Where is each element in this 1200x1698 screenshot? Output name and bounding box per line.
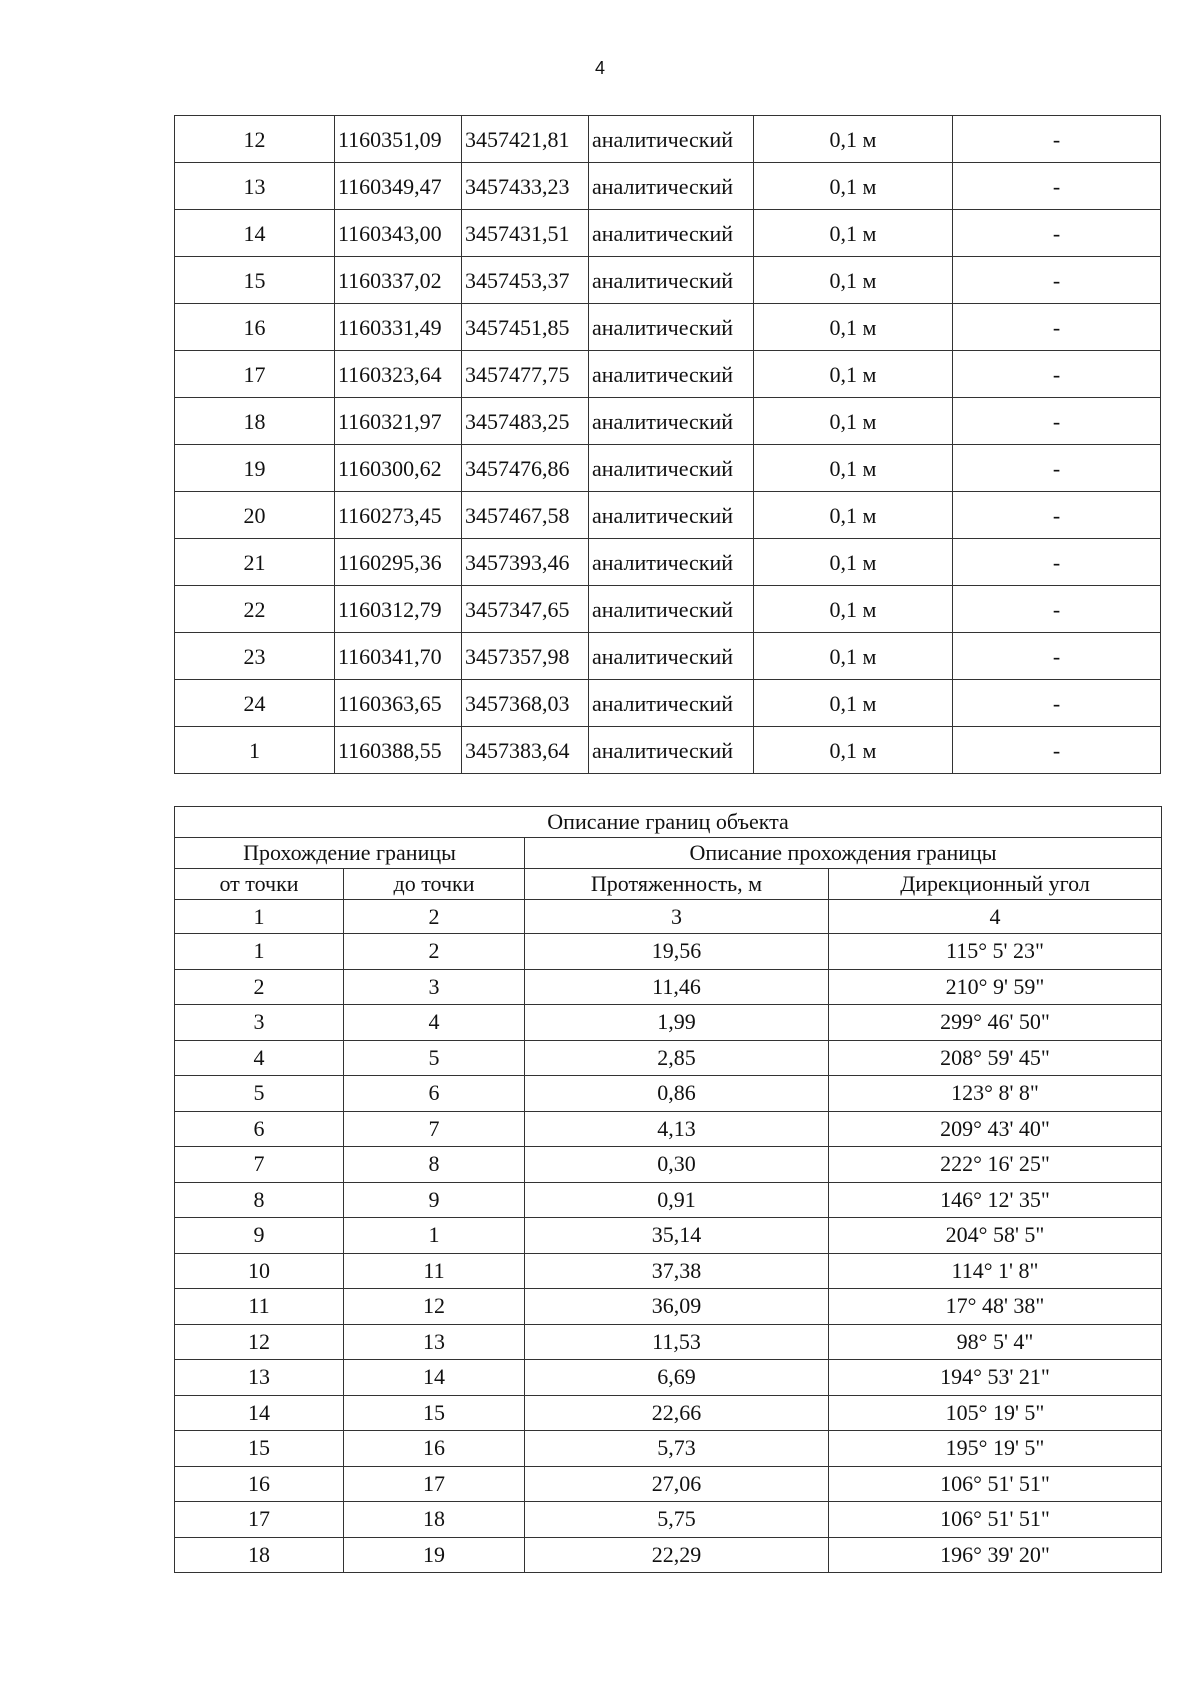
from-point-cell: 16 [175, 1466, 344, 1502]
method-cell: аналитический [589, 257, 754, 304]
angle-cell: 146° 12' 35" [829, 1182, 1162, 1218]
page-number: 4 [594, 58, 605, 78]
table-row [175, 398, 1161, 445]
column-number: 2 [344, 900, 525, 934]
boundary-description-table [174, 806, 1162, 1573]
point-number-cell: 23 [175, 633, 335, 680]
length-cell: 0,91 [525, 1182, 829, 1218]
to-point-cell: 13 [344, 1324, 525, 1360]
angle-cell: 210° 9' 59" [829, 969, 1162, 1005]
y-coordinate-cell: 3457431,51 [462, 210, 589, 257]
from-point-cell: 15 [175, 1431, 344, 1467]
y-coordinate-cell: 3457453,37 [462, 257, 589, 304]
length-cell: 0,30 [525, 1147, 829, 1183]
table-row [175, 586, 1161, 633]
table-row [175, 1502, 1162, 1538]
angle-cell: 208° 59' 45" [829, 1040, 1162, 1076]
group-header-description: Описание прохождения границы [525, 838, 1162, 869]
table-row [175, 539, 1161, 586]
table-row [175, 163, 1161, 210]
table-row [175, 351, 1161, 398]
point-number-cell: 17 [175, 351, 335, 398]
length-cell: 22,66 [525, 1395, 829, 1431]
y-coordinate-cell: 3457347,65 [462, 586, 589, 633]
description-cell: - [953, 586, 1161, 633]
accuracy-cell: 0,1 м [754, 163, 953, 210]
y-coordinate-cell: 3457451,85 [462, 304, 589, 351]
length-cell: 27,06 [525, 1466, 829, 1502]
method-cell: аналитический [589, 398, 754, 445]
description-cell: - [953, 398, 1161, 445]
x-coordinate-cell: 1160312,79 [335, 586, 462, 633]
to-point-cell: 16 [344, 1431, 525, 1467]
x-coordinate-cell: 1160388,55 [335, 727, 462, 774]
description-cell: - [953, 116, 1161, 163]
length-cell: 4,13 [525, 1111, 829, 1147]
angle-cell: 194° 53' 21" [829, 1360, 1162, 1396]
group-header-row [175, 838, 1162, 869]
y-coordinate-cell: 3457421,81 [462, 116, 589, 163]
group-header-passage: Прохождение границы [175, 838, 525, 869]
description-cell: - [953, 727, 1161, 774]
table-row [175, 1005, 1162, 1041]
from-point-cell: 17 [175, 1502, 344, 1538]
x-coordinate-cell: 1160351,09 [335, 116, 462, 163]
length-cell: 36,09 [525, 1289, 829, 1325]
description-cell: - [953, 539, 1161, 586]
to-point-cell: 6 [344, 1076, 525, 1112]
table-row [175, 1537, 1162, 1573]
description-cell: - [953, 445, 1161, 492]
length-cell: 5,75 [525, 1502, 829, 1538]
table-row [175, 633, 1161, 680]
method-cell: аналитический [589, 727, 754, 774]
from-point-cell: 1 [175, 934, 344, 970]
y-coordinate-cell: 3457483,25 [462, 398, 589, 445]
method-cell: аналитический [589, 163, 754, 210]
from-point-cell: 2 [175, 969, 344, 1005]
point-number-cell: 14 [175, 210, 335, 257]
method-cell: аналитический [589, 492, 754, 539]
x-coordinate-cell: 1160300,62 [335, 445, 462, 492]
method-cell: аналитический [589, 116, 754, 163]
x-coordinate-cell: 1160349,47 [335, 163, 462, 210]
length-cell: 22,29 [525, 1537, 829, 1573]
length-cell: 11,46 [525, 969, 829, 1005]
to-point-cell: 3 [344, 969, 525, 1005]
accuracy-cell: 0,1 м [754, 492, 953, 539]
table-row [175, 1395, 1162, 1431]
length-cell: 2,85 [525, 1040, 829, 1076]
description-cell: - [953, 304, 1161, 351]
from-point-cell: 18 [175, 1537, 344, 1573]
column-header-length: Протяженность, м [525, 869, 829, 900]
accuracy-cell: 0,1 м [754, 210, 953, 257]
accuracy-cell: 0,1 м [754, 257, 953, 304]
point-number-cell: 15 [175, 257, 335, 304]
x-coordinate-cell: 1160295,36 [335, 539, 462, 586]
boundary-table-body [175, 807, 1162, 1573]
length-cell: 35,14 [525, 1218, 829, 1254]
length-cell: 0,86 [525, 1076, 829, 1112]
table-row [175, 680, 1161, 727]
y-coordinate-cell: 3457368,03 [462, 680, 589, 727]
from-point-cell: 11 [175, 1289, 344, 1325]
table-row [175, 257, 1161, 304]
y-coordinate-cell: 3457433,23 [462, 163, 589, 210]
from-point-cell: 8 [175, 1182, 344, 1218]
column-number: 3 [525, 900, 829, 934]
from-point-cell: 9 [175, 1218, 344, 1254]
table-row [175, 445, 1161, 492]
from-point-cell: 3 [175, 1005, 344, 1041]
y-coordinate-cell: 3457467,58 [462, 492, 589, 539]
column-header-row [175, 869, 1162, 900]
to-point-cell: 1 [344, 1218, 525, 1254]
table-row [175, 1147, 1162, 1183]
description-cell: - [953, 633, 1161, 680]
length-cell: 1,99 [525, 1005, 829, 1041]
description-cell: - [953, 163, 1161, 210]
coordinates-table [174, 115, 1161, 774]
table-title-row [175, 807, 1162, 838]
angle-cell: 195° 19' 5" [829, 1431, 1162, 1467]
point-number-cell: 21 [175, 539, 335, 586]
table-row [175, 934, 1162, 970]
accuracy-cell: 0,1 м [754, 351, 953, 398]
angle-cell: 196° 39' 20" [829, 1537, 1162, 1573]
to-point-cell: 18 [344, 1502, 525, 1538]
from-point-cell: 5 [175, 1076, 344, 1112]
accuracy-cell: 0,1 м [754, 116, 953, 163]
x-coordinate-cell: 1160337,02 [335, 257, 462, 304]
to-point-cell: 19 [344, 1537, 525, 1573]
accuracy-cell: 0,1 м [754, 445, 953, 492]
angle-cell: 114° 1' 8" [829, 1253, 1162, 1289]
description-cell: - [953, 680, 1161, 727]
from-point-cell: 10 [175, 1253, 344, 1289]
table-row [175, 210, 1161, 257]
method-cell: аналитический [589, 539, 754, 586]
x-coordinate-cell: 1160273,45 [335, 492, 462, 539]
angle-cell: 106° 51' 51" [829, 1502, 1162, 1538]
accuracy-cell: 0,1 м [754, 304, 953, 351]
method-cell: аналитический [589, 351, 754, 398]
point-number-cell: 20 [175, 492, 335, 539]
coordinates-table-body [175, 116, 1161, 774]
description-cell: - [953, 492, 1161, 539]
accuracy-cell: 0,1 м [754, 398, 953, 445]
column-number: 4 [829, 900, 1162, 934]
column-header-from: от точки [175, 869, 344, 900]
table-row [175, 304, 1161, 351]
table-row [175, 969, 1162, 1005]
column-header-angle: Дирекционный угол [829, 869, 1162, 900]
point-number-cell: 1 [175, 727, 335, 774]
table-row [175, 492, 1161, 539]
point-number-cell: 22 [175, 586, 335, 633]
table-title: Описание границ объекта [175, 807, 1162, 838]
x-coordinate-cell: 1160331,49 [335, 304, 462, 351]
angle-cell: 106° 51' 51" [829, 1466, 1162, 1502]
table-row [175, 1253, 1162, 1289]
x-coordinate-cell: 1160321,97 [335, 398, 462, 445]
description-cell: - [953, 257, 1161, 304]
table-row [175, 1111, 1162, 1147]
to-point-cell: 17 [344, 1466, 525, 1502]
table-row [175, 116, 1161, 163]
y-coordinate-cell: 3457357,98 [462, 633, 589, 680]
to-point-cell: 9 [344, 1182, 525, 1218]
angle-cell: 123° 8' 8" [829, 1076, 1162, 1112]
from-point-cell: 6 [175, 1111, 344, 1147]
angle-cell: 299° 46' 50" [829, 1005, 1162, 1041]
from-point-cell: 4 [175, 1040, 344, 1076]
angle-cell: 204° 58' 5" [829, 1218, 1162, 1254]
from-point-cell: 7 [175, 1147, 344, 1183]
to-point-cell: 5 [344, 1040, 525, 1076]
accuracy-cell: 0,1 м [754, 586, 953, 633]
method-cell: аналитический [589, 304, 754, 351]
method-cell: аналитический [589, 680, 754, 727]
length-cell: 11,53 [525, 1324, 829, 1360]
length-cell: 37,38 [525, 1253, 829, 1289]
table-row [175, 1076, 1162, 1112]
y-coordinate-cell: 3457476,86 [462, 445, 589, 492]
from-point-cell: 12 [175, 1324, 344, 1360]
y-coordinate-cell: 3457393,46 [462, 539, 589, 586]
method-cell: аналитический [589, 210, 754, 257]
accuracy-cell: 0,1 м [754, 680, 953, 727]
y-coordinate-cell: 3457477,75 [462, 351, 589, 398]
angle-cell: 222° 16' 25" [829, 1147, 1162, 1183]
method-cell: аналитический [589, 586, 754, 633]
table-row [175, 727, 1161, 774]
angle-cell: 105° 19' 5" [829, 1395, 1162, 1431]
point-number-cell: 13 [175, 163, 335, 210]
to-point-cell: 15 [344, 1395, 525, 1431]
to-point-cell: 7 [344, 1111, 525, 1147]
length-cell: 5,73 [525, 1431, 829, 1467]
point-number-cell: 16 [175, 304, 335, 351]
point-number-cell: 24 [175, 680, 335, 727]
angle-cell: 98° 5' 4" [829, 1324, 1162, 1360]
description-cell: - [953, 351, 1161, 398]
length-cell: 6,69 [525, 1360, 829, 1396]
to-point-cell: 14 [344, 1360, 525, 1396]
x-coordinate-cell: 1160323,64 [335, 351, 462, 398]
to-point-cell: 11 [344, 1253, 525, 1289]
table-row [175, 1431, 1162, 1467]
from-point-cell: 13 [175, 1360, 344, 1396]
to-point-cell: 12 [344, 1289, 525, 1325]
point-number-cell: 18 [175, 398, 335, 445]
method-cell: аналитический [589, 633, 754, 680]
x-coordinate-cell: 1160343,00 [335, 210, 462, 257]
from-point-cell: 14 [175, 1395, 344, 1431]
description-cell: - [953, 210, 1161, 257]
column-number-row [175, 900, 1162, 934]
table-row [175, 1182, 1162, 1218]
method-cell: аналитический [589, 445, 754, 492]
to-point-cell: 4 [344, 1005, 525, 1041]
table-row [175, 1360, 1162, 1396]
angle-cell: 209° 43' 40" [829, 1111, 1162, 1147]
table-row [175, 1289, 1162, 1325]
table-row [175, 1218, 1162, 1254]
to-point-cell: 8 [344, 1147, 525, 1183]
accuracy-cell: 0,1 м [754, 633, 953, 680]
accuracy-cell: 0,1 м [754, 727, 953, 774]
angle-cell: 115° 5' 23" [829, 934, 1162, 970]
point-number-cell: 19 [175, 445, 335, 492]
table-row [175, 1466, 1162, 1502]
y-coordinate-cell: 3457383,64 [462, 727, 589, 774]
table-row [175, 1324, 1162, 1360]
length-cell: 19,56 [525, 934, 829, 970]
x-coordinate-cell: 1160341,70 [335, 633, 462, 680]
table-row [175, 1040, 1162, 1076]
column-number: 1 [175, 900, 344, 934]
accuracy-cell: 0,1 м [754, 539, 953, 586]
column-header-to: до точки [344, 869, 525, 900]
x-coordinate-cell: 1160363,65 [335, 680, 462, 727]
point-number-cell: 12 [175, 116, 335, 163]
to-point-cell: 2 [344, 934, 525, 970]
angle-cell: 17° 48' 38" [829, 1289, 1162, 1325]
